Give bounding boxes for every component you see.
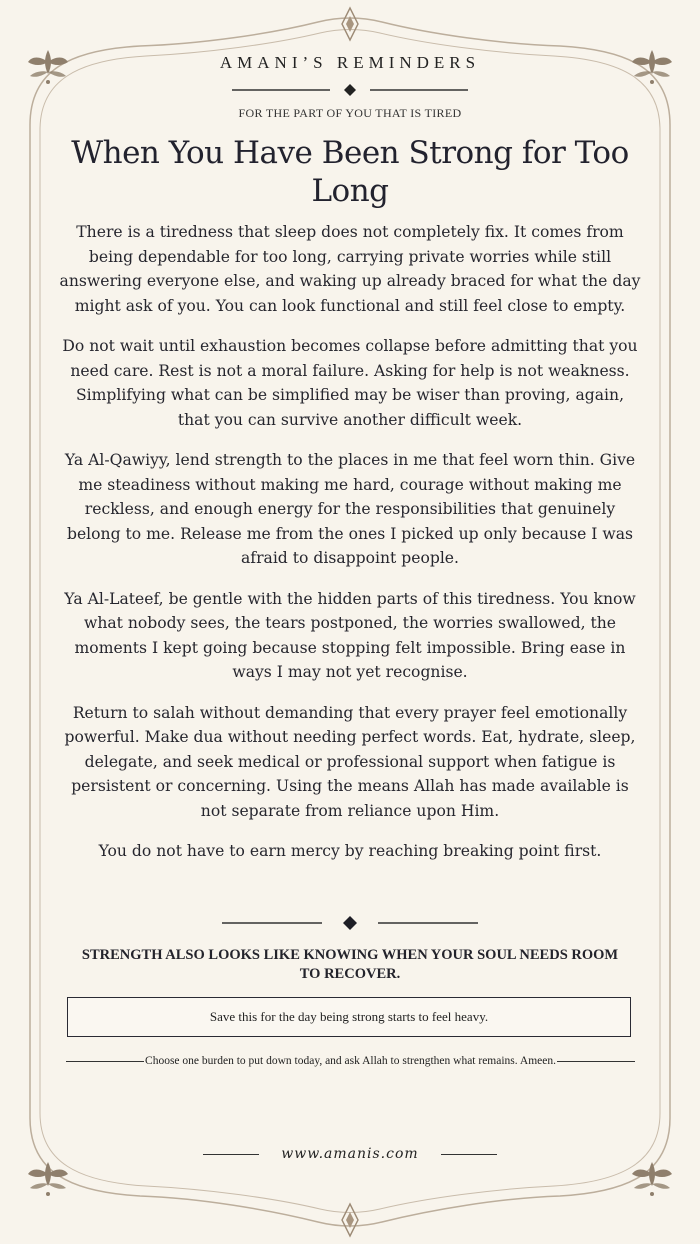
paragraph: There is a tiredness that sleep does not completely fix. It comes from being dependable for too long, carrying private worries while still answering everyone else, and waking up already braced for what the day might ask of you. You can look functional and still feel close to empty. xyxy=(59,223,641,315)
top-frame-diamond-icon xyxy=(342,8,358,40)
footer-rule-left xyxy=(203,1154,259,1155)
brand-divider xyxy=(232,81,468,99)
paragraph: Do not wait until exhaustion becomes collapse before admitting that you need care. Rest is not a moral failure. Asking for help is not weakness. Simplifying what can be simplified may be wiser than proving, again, that you can survive another difficult week. xyxy=(62,337,638,429)
save-note-text: Save this for the day being strong starts to feel heavy. xyxy=(209,1009,489,1024)
tagline: FOR THE PART OF YOU THAT IS TIRED xyxy=(238,106,462,120)
body-text xyxy=(58,220,642,880)
footer-website-link[interactable]: www.amanis.com xyxy=(281,1146,419,1162)
paragraph: Ya Al-Lateef, be gentle with the hidden parts of this tiredness. You know what nobody sees, the tears postponed, the worries swallowed, the moments I kept going because stopping felt impossible. Bring ease in ways I may not yet recognise. xyxy=(64,589,636,681)
closing-statement: STRENGTH ALSO LOOKS LIKE KNOWING WHEN YOUR SOUL NEEDS ROOM TO RECOVER. xyxy=(81,947,619,982)
paragraph: You do not have to earn mercy by reaching breaking point first. xyxy=(98,842,602,860)
paragraph: Ya Al-Qawiyy, lend strength to the places in me that feel worn thin. Give me steadiness without making me hard, courage without making me reckless, and enough energy for the responsibilities that genuinely belong to me. Release me from the ones I picked up only because I was afraid to disappoint people. xyxy=(64,451,636,567)
dua-text: Choose one burden to put down today, and ask Allah to strengthen what remains. Ameen. xyxy=(145,1055,556,1067)
dua-line xyxy=(66,1055,635,1067)
corner-fleuron-icon xyxy=(632,1162,672,1196)
bottom-frame-diamond-icon xyxy=(342,1204,358,1236)
rule-right xyxy=(557,1061,635,1062)
section-divider xyxy=(222,913,478,933)
diamond-icon xyxy=(343,916,357,930)
rule-left xyxy=(66,1061,144,1062)
diamond-icon xyxy=(344,84,356,96)
footer-rule-right xyxy=(441,1154,497,1155)
footer xyxy=(0,1146,700,1162)
paragraph: Return to salah without demanding that every prayer feel emotionally powerful. Make dua without needing perfect words. Eat, hydrate, sleep, delegate, and seek medical or professional support when fatigue is persistent or concerning. Using the means Allah has made available is not separate from reliance upon Him. xyxy=(64,703,636,820)
corner-fleuron-icon xyxy=(28,1162,68,1196)
page-title: When You Have Been Strong for Too Long xyxy=(71,135,629,209)
save-note-box xyxy=(67,997,631,1037)
brand-name: AMANI’S REMINDERS xyxy=(219,53,481,72)
